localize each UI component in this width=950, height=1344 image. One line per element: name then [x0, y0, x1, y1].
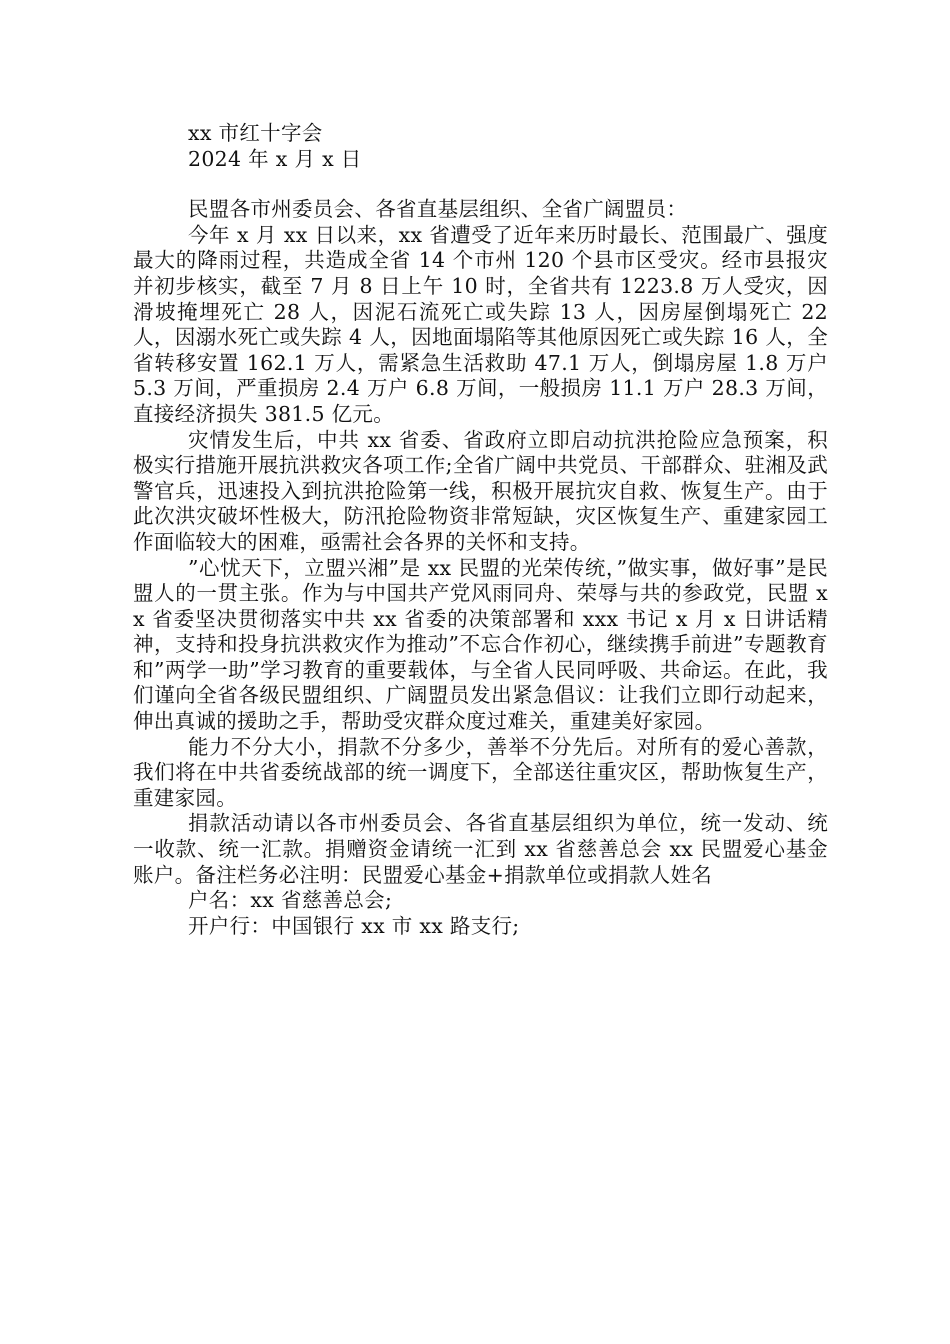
paragraph-appeal: ”心忧天下，立盟兴湘”是 xx 民盟的光荣传统，”做实事，做好事”是民盟人的一贯主张。作为与中国共产党风雨同舟、荣辱与共的参政党，民盟 xx 省委坚决贯彻落实中共 xx 省委的决策部署和 xxx 书记 x 月 x 日讲话精神，支持和投身抗洪救灾作为推动”不忘合作初心，继续携手前进”专题教育和”两学一助”学习教育的重要载体，与全省人民同呼吸、共命运。在此，我们谨向全省各级民盟组织、广阔盟员发出紧急倡议：让我们立即行动起来，伸出真诚的援助之手，帮助受灾群众度过难关，重建美好家园。 [133, 555, 828, 734]
salutation: 民盟各市州委员会、各省直基层组织、全省广阔盟员： [188, 197, 688, 222]
paragraph-disaster-stats: 今年 x 月 xx 日以来，xx 省遭受了近年来历时最长、范围最广、强度最大的降雨过程，共造成全省 14 个市州 120 个县市区受灾。经市县报灾并初步核实，截至 7 月 8 日上午 10 时，全省共有 1223.8 万人受灾，因滑坡掩埋死亡 28 人，因泥石流死亡或失踪 13 人，因房屋倒塌死亡 22 人，因溺水死亡或失踪 4 人，因地面塌陷等其他原因死亡或失踪 16 人，全省转移安置 162.1 万人，需紧急生活救助 47.1 万人，倒塌房屋 1.8 万户 5.3 万间，严重损房 2.4 万户 6.8 万间，一般损房 11.1 万户 28.3 万间，直接经济损失 381.5 亿元。 [133, 222, 828, 426]
paragraph-donation-principle: 能力不分大小，捐款不分多少，善举不分先后。对所有的爱心善款，我们将在中共省委统战部的统一调度下，全部送往重灾区，帮助恢复生产，重建家园。 [133, 734, 828, 810]
account-name: 户名：xx 省慈善总会; [188, 888, 393, 913]
paragraph-donation-method: 捐款活动请以各市州委员会、各省直基层组织为单位，统一发动、统一收款、统一汇款。捐赠资金请统一汇到 xx 省慈善总会 xx 民盟爱心基金账户。备注栏务必注明：民盟爱心基金+捐款单位或捐款人姓名 [133, 811, 828, 887]
document-body [133, 121, 828, 939]
spacer [133, 172, 828, 197]
paragraph-response: 灾情发生后，中共 xx 省委、省政府立即启动抗洪抢险应急预案，积极实行措施开展抗洪救灾各项工作;全省广阔中共党员、干部群众、驻湘及武警官兵，迅速投入到抗洪抢险第一线，积极开展抗灾自救、恢复生产。由于此次洪灾破坏性极大，防汛抢险物资非常短缺，灾区恢复生产、重建家园工作面临较大的困难，亟需社会各界的关怀和支持。 [133, 427, 828, 554]
document-date: 2024 年 x 月 x 日 [188, 146, 362, 171]
account-bank: 开户行：中国银行 xx 市 xx 路支行; [188, 913, 520, 938]
org-name: xx 市红十字会 [188, 121, 323, 145]
